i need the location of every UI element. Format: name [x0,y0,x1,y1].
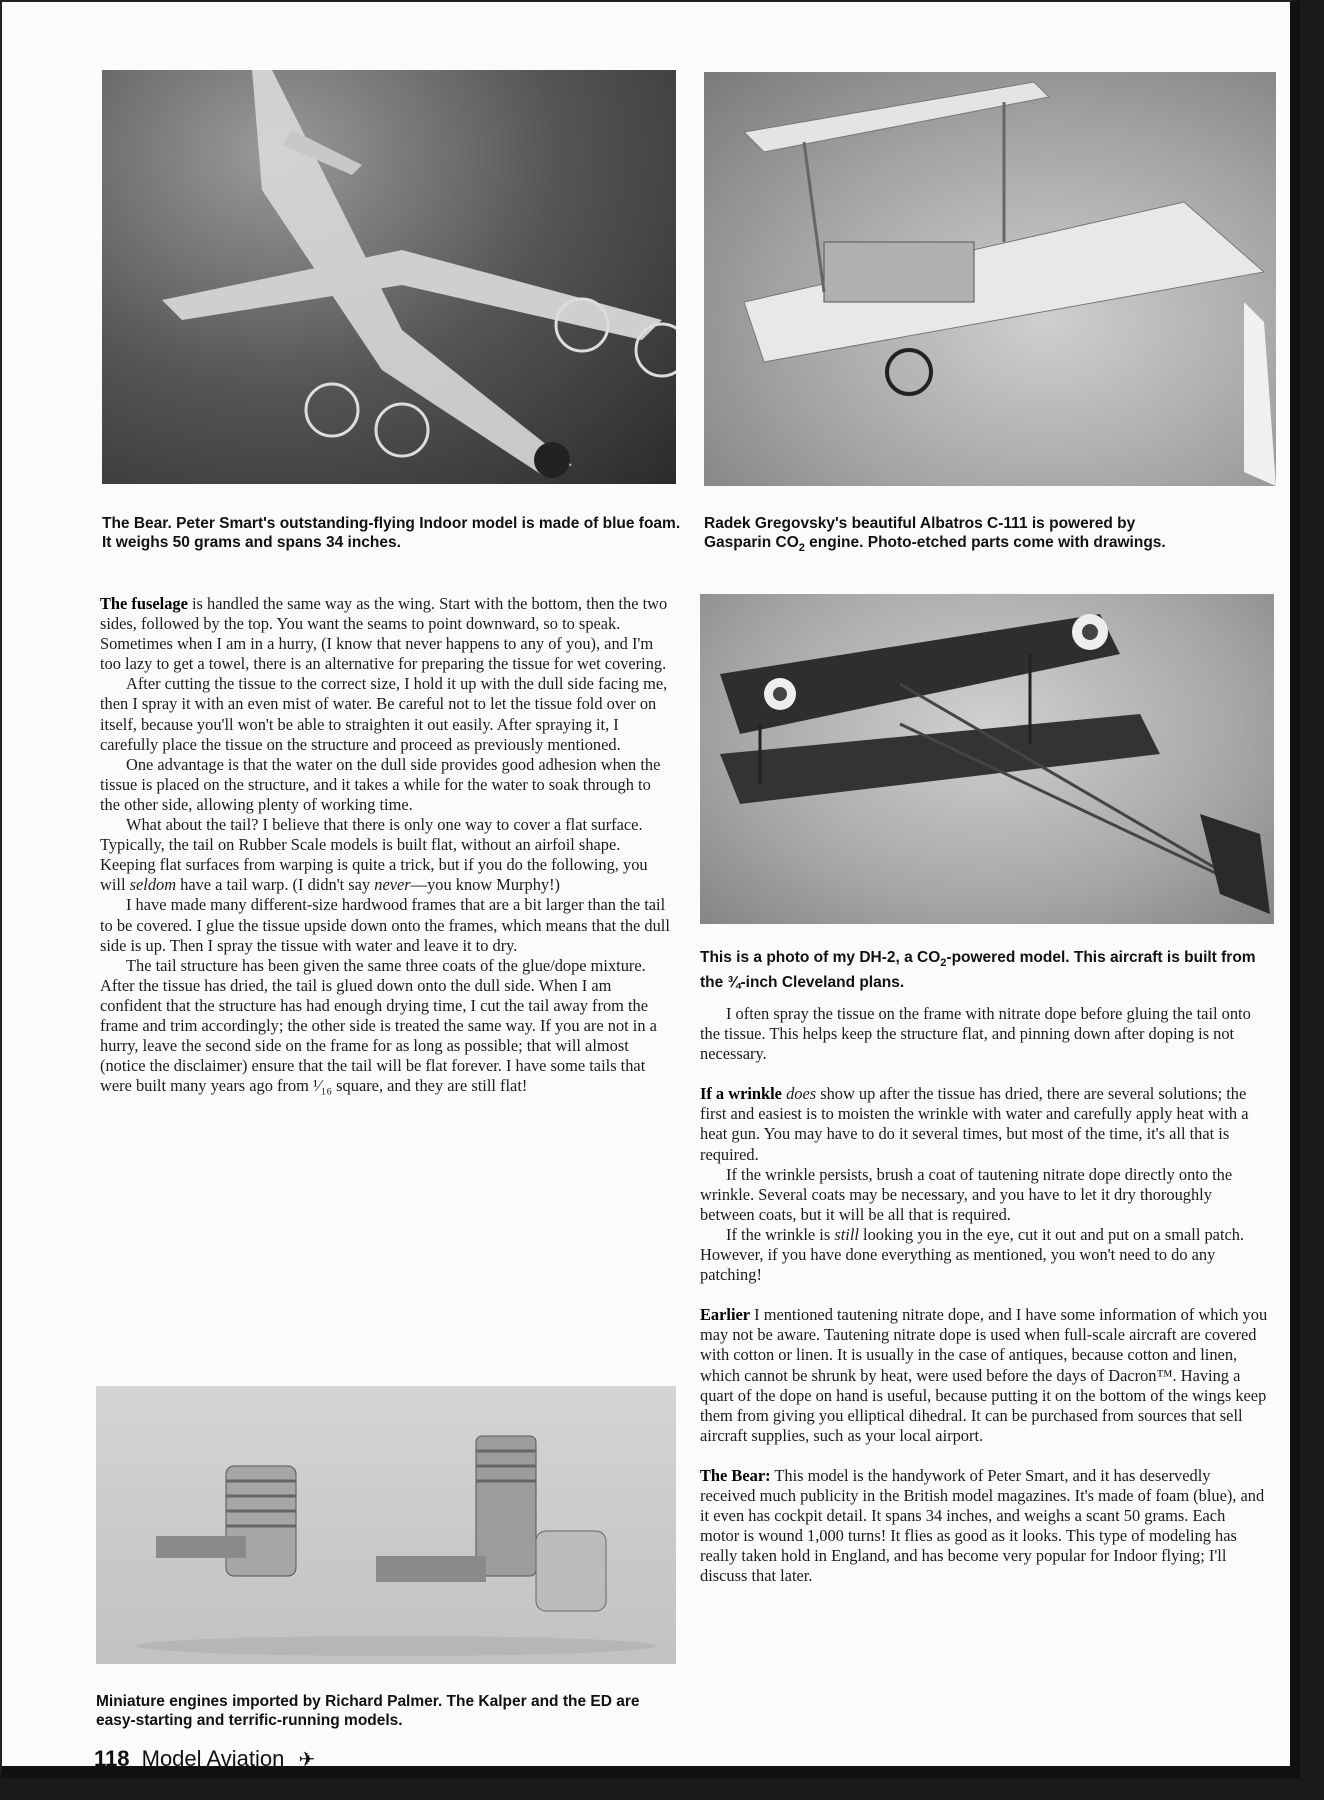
paragraph [700,1084,1268,1164]
emphasis: never [374,875,411,895]
paragraph [700,1225,1268,1285]
paragraph: The tail structure has been given the same three coats of the glue/dope mixture. After the tissue has dried, the tail is glued down onto the dull side. When I am confident that the structure has had enough drying time, I cut the tail away from the frame and trim accordingly; the other side is treated the same way. If you are not in a hurry, leave the second side on the frame for as long as possible; that will almost (notice the disclaimer) ensure that the tail will be flat forever. I have some tails that were built many years ago from ¹⁄₁₆ square, and they are still flat! [100,955,657,1096]
caption-bear: The Bear. Peter Smart's outstanding-flying Indoor model is made of blue foam. It weighs 50 grams and spans 34 inches. [102,515,681,551]
paragraph-text: looking you in the eye, cut it out and put on a small patch. However, if you have done everything as mentioned, you won't need to do any patching! [700,1224,1245,1285]
photo-miniature-engines [96,1386,676,1664]
caption-dh2-sub: 2 [940,957,947,970]
paragraph-text: have a tail warp. (I didn't say [176,875,375,895]
caption-albatros-sub: 2 [798,542,805,555]
paragraph-text: is handled the same way as the wing. Start with the bottom, then the two sides, followed by the top. You want the seams to point downward, so to speak. Sometimes when I am in a hurry, (I know that never happens to any of you), and I'm too lazy to get a towel, there is an alternative for preparing the tissue for wet covering. [100,594,668,674]
emphasis: seldom [129,875,177,895]
emphasis: still [834,1224,859,1244]
paragraph [700,1305,1268,1446]
photo-bear-model [102,70,676,484]
paragraph: I have made many different-size hardwood frames that are a bit larger than the tail to be covered. I glue the tissue upside down onto the frames, which means that the dull side is up. Then I spray the tissue with water and leave it to dry. [100,895,670,955]
engines-illustration [96,1386,676,1664]
caption-engines: Miniature engines imported by Richard Palmer. The Kalper and the ED are easy-starting and terrific-running models. [96,1693,640,1729]
photo-dh2-model [700,594,1274,924]
paragraph-text: This model is the handywork of Peter Smart, and it has deservedly received much publicity in the British model magazines. It's made of foam (blue), and it even has cockpit detail. It spans 34 inches, and weighs a scant 50 grams. Each motor is wound 1,000 turns! It flies as good as it looks. This type of modeling has really taken hold in England, and has become very popular for Indoor flying; I'll discuss that later. [700,1465,1265,1586]
right-column-text [700,1004,1268,1586]
albatros-aircraft-illustration [704,72,1276,486]
run-in-heading: The Bear: [700,1465,771,1485]
caption-dh2 [700,948,1280,992]
dh2-aircraft-illustration [700,594,1274,924]
paragraph: One advantage is that the water on the dull side provides good adhesion when the tissue is placed on the structure, and it takes a while for the water to soak through to the other side, allowing plenty of working time. [100,754,661,814]
bear-aircraft-illustration [102,70,676,484]
run-in-heading: The fuselage [100,594,188,613]
paragraph-text: show up after the tissue has dried, there are several solutions; the first and easiest is to moisten the wrinkle with water and carefully apply heat with a heat gun. You may have to do it several times, but most of the time, it's all that is required. [700,1084,1249,1164]
caption-dh2-post: -powered model. This aircraft is built from the ¾-inch Cleveland plans. [700,949,1256,992]
emphasis: does [786,1084,817,1104]
caption-albatros-line2-pre: Gasparin CO [704,534,799,551]
paragraph: I often spray the tissue on the frame with nitrate dope before gluing the tail onto the tissue. This helps keep the structure flat, and pinning down after doping is not necessary. [700,1004,1251,1064]
photo-albatros-model [704,72,1276,486]
paragraph-text: —you know Murphy!) [410,875,560,895]
caption-albatros-line1: Radek Gregovsky's beautiful Albatros C-111 is powered by [704,515,1136,532]
caption-albatros-line2-post: engine. Photo-etched parts come with drawings. [804,534,1166,551]
paragraph-text: If the wrinkle is [726,1224,835,1244]
page-number: 118 [94,1746,130,1771]
left-column-text [100,594,670,1096]
paragraph [100,815,670,895]
run-in-heading: If a wrinkle [700,1084,782,1104]
page-footer [94,1746,315,1772]
paragraph: If the wrinkle persists, brush a coat of tautening nitrate dope directly onto the wrinkle. Several coats may be necessary, and you have to let it dry thoroughly between coats, but it will be all that is required. [700,1164,1233,1224]
airplane-icon: ✈ [298,1749,316,1771]
paragraph [100,594,670,674]
caption-dh2-pre: This is a photo of my DH-2, a CO [700,949,941,966]
run-in-heading: Earlier [700,1305,751,1325]
caption-albatros [704,514,1284,558]
paragraph: After cutting the tissue to the correct size, I hold it up with the dull side facing me, then I spray it with an even mist of water. Be careful not to let the tissue fold over on itself, because you'll won't be able to straighten it out easily. After spraying it, I carefully place the tissue on the structure and proceed as previously mentioned. [100,674,668,754]
paragraph-text: I mentioned tautening nitrate dope, and I have some information of which you may not be aware. Tautening nitrate dope is used when full-scale aircraft are covered with cotton or linen. It is usually in the case of antiques, because cotton and linen, which cannot be shrunk by heat, were used before the days of Dacron™. Having a quart of the dope on hand is useful, because putting it on the bottom of the wings keep them from giving you elliptical dihedral. It can be purchased from sources that sell aircraft supplies, such as your local airport. [700,1305,1268,1445]
paragraph-text: What about the tail? I believe that there is only one way to cover a flat surface. Typically, the tail on Rubber Scale models is built flat, without an airfoil shape. Keeping flat surfaces from warping is quite a trick, but if you do the following, you will [100,815,648,895]
magazine-name: Model Aviation [141,1746,285,1771]
paragraph [700,1466,1268,1587]
